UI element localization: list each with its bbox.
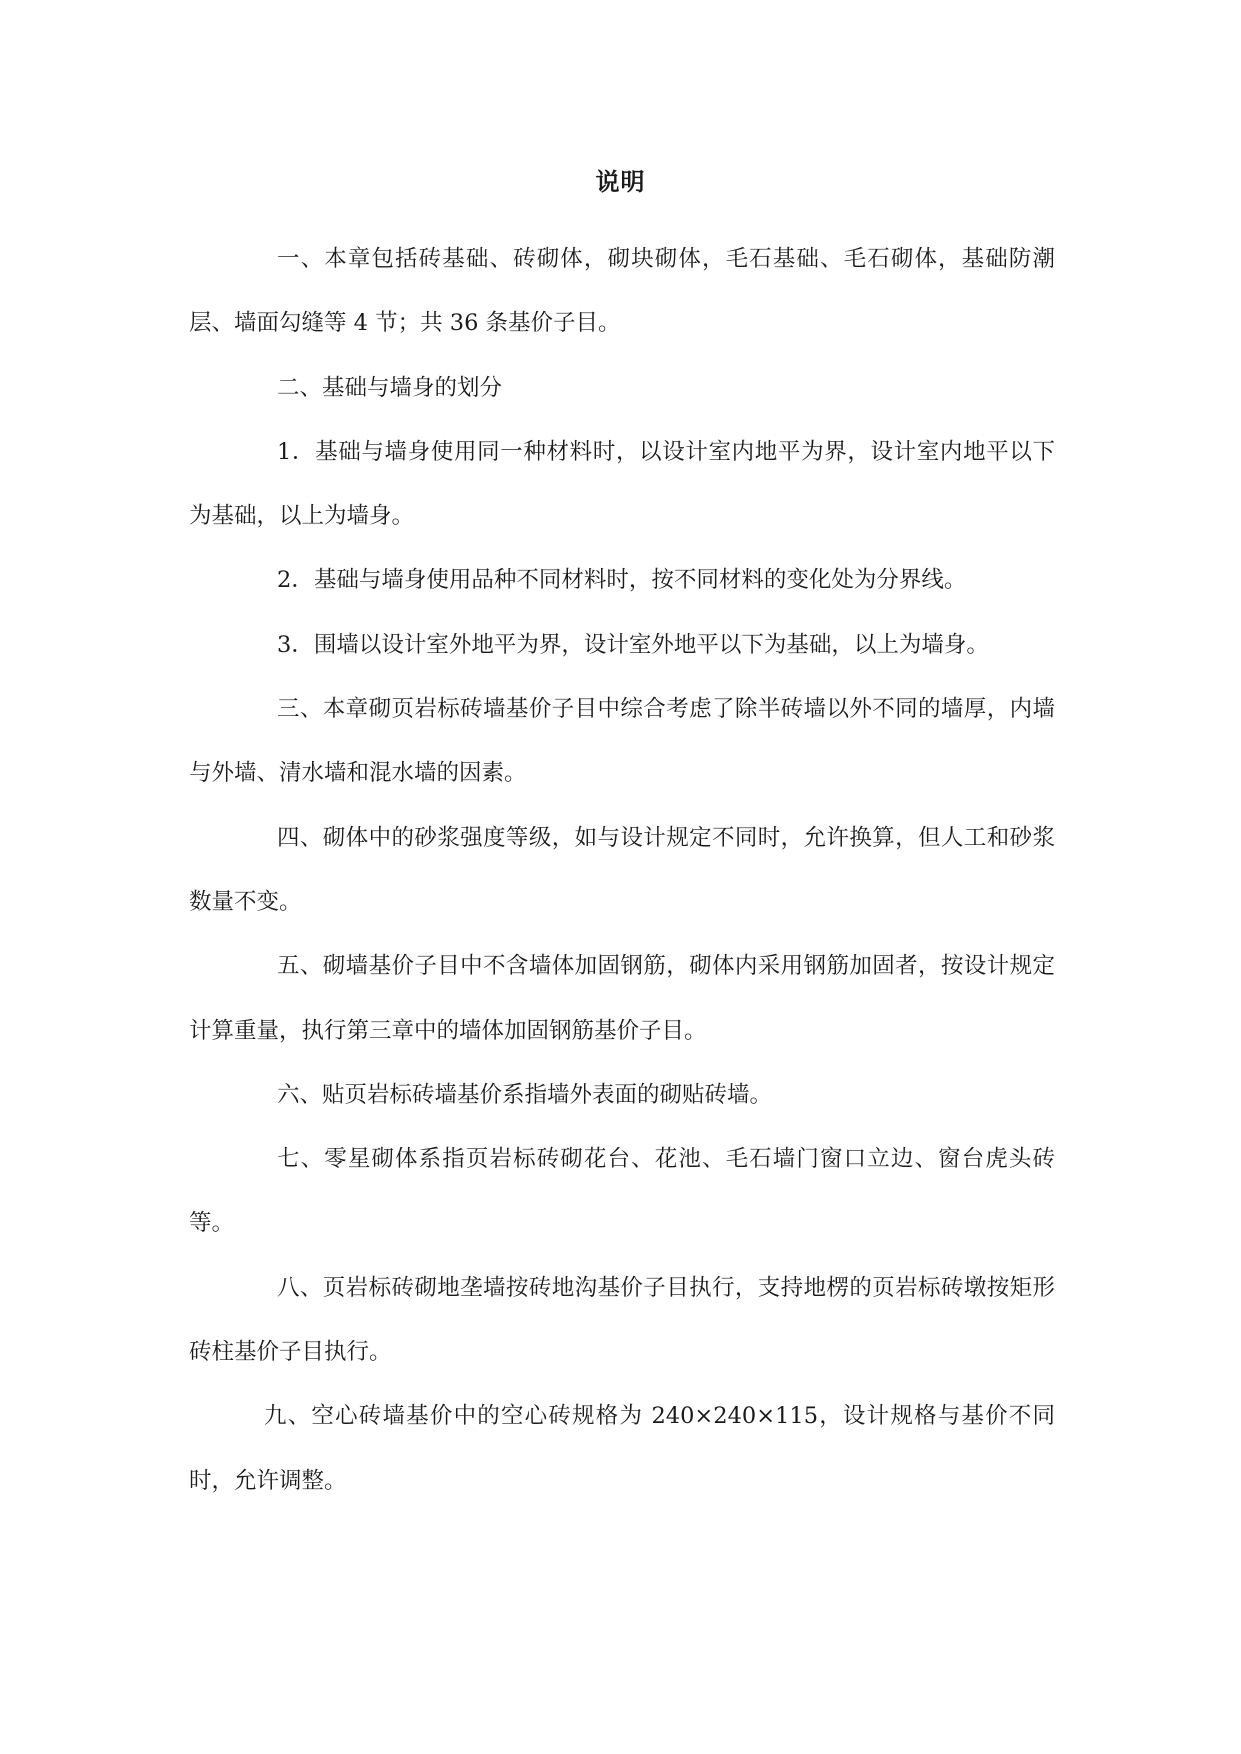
document-body <box>189 227 1055 1513</box>
paragraph-different-material-rule: 2．基础与墙身使用品种不同材料时，按不同材料的变化处为分界线。 <box>277 567 967 594</box>
paragraph-ground-beam-wall: 八、页岩标砖砌地垄墙按砖地沟基价子目执行，支持地楞的页岩标砖墩按矩形砖柱基价子目执行。 <box>189 1274 1055 1366</box>
paragraph-minor-masonry: 七、零星砌体系指页岩标砖砌花台、花池、毛石墙门窗口立边、窗台虎头砖等。 <box>189 1146 1055 1237</box>
paragraph-shale-brick-wall: 三、本章砌页岩标砖墙基价子目中综合考虑了除半砖墙以外不同的墙厚，内墙与外墙、清水墙和混水墙的因素。 <box>189 696 1055 787</box>
paragraph-reinforcement: 五、砌墙基价子目中不含墙体加固钢筋，砌体内采用钢筋加固者，按设计规定计算重量，执行第三章中的墙体加固钢筋基价子目。 <box>189 953 1055 1044</box>
paragraph-chapter-scope: 一、本章包括砖基础、砖砌体，砌块砌体，毛石基础、毛石砌体，基础防潮层、墙面勾缝等 4 节；共 36 条基价子目。 <box>189 246 1055 337</box>
paragraph-foundation-wall-division: 二、基础与墙身的划分 <box>277 374 503 401</box>
paragraph-hollow-brick: 九、空心砖墙基价中的空心砖规格为 240×240×115，设计规格与基价不同时，允许调整。 <box>189 1403 1055 1494</box>
document-title: 说明 <box>595 167 646 196</box>
paragraph-mortar-grade: 四、砌体中的砂浆强度等级，如与设计规定不同时，允许换算，但人工和砂浆数量不变。 <box>189 824 1055 915</box>
paragraph-veneer-wall: 六、贴页岩标砖墙基价系指墙外表面的砌贴砖墙。 <box>277 1081 773 1108</box>
paragraph-same-material-rule: 1．基础与墙身使用同一种材料时，以设计室内地平为界，设计室内地平以下为基础，以上为墙身。 <box>189 438 1055 530</box>
paragraph-enclosure-wall-rule: 3．围墙以设计室外地平为界，设计室外地平以下为基础，以上为墙身。 <box>277 631 989 658</box>
